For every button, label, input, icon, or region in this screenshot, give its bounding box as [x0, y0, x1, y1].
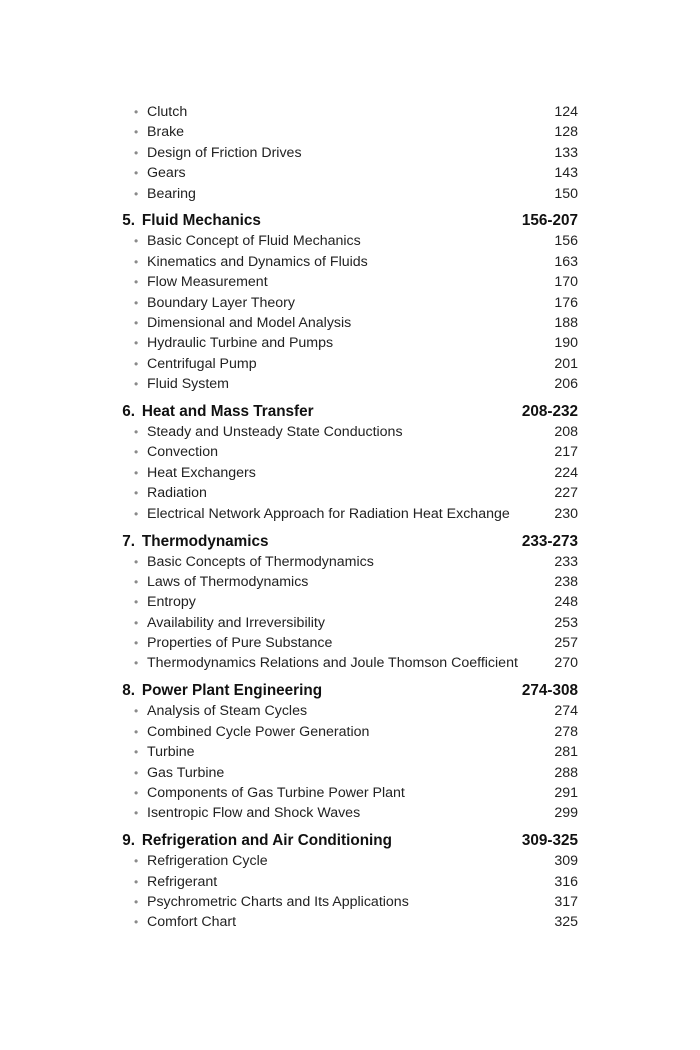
- entry-title: Refrigerant: [147, 873, 218, 890]
- toc-entry[interactable]: [112, 722, 578, 742]
- bullet-icon: •: [134, 595, 139, 610]
- toc-entry[interactable]: [112, 504, 578, 524]
- bullet-icon: •: [134, 636, 139, 651]
- entry-title: Comfort Chart: [147, 914, 237, 931]
- entry-title: Heat Exchangers: [147, 464, 256, 481]
- entry-title: Clutch: [147, 104, 188, 120]
- toc-entry[interactable]: [112, 892, 578, 912]
- toc-entry[interactable]: [112, 354, 578, 374]
- chapter-title: Thermodynamics: [141, 532, 269, 550]
- toc-entry[interactable]: [112, 701, 578, 721]
- bullet-icon: •: [134, 316, 139, 331]
- bullet-icon: •: [134, 915, 139, 930]
- entry-title: Centrifugal Pump: [147, 355, 257, 372]
- table-of-contents: [112, 102, 578, 933]
- entry-page-number: 299: [554, 805, 578, 822]
- entry-page-number: 317: [554, 894, 578, 910]
- entry-title: Brake: [147, 124, 185, 141]
- entry-title: Dimensional and Model Analysis: [147, 315, 352, 332]
- entry-page-number: 278: [554, 723, 578, 740]
- entry-title: Refrigeration Cycle: [147, 853, 268, 870]
- entry-page-number: 124: [554, 104, 578, 120]
- bullet-icon: •: [134, 785, 139, 800]
- entry-page-number: 156: [554, 233, 578, 250]
- bullet-icon: •: [134, 704, 139, 719]
- toc-entry[interactable]: [112, 763, 578, 783]
- toc-entry[interactable]: [112, 552, 578, 572]
- entry-page-number: 143: [554, 165, 578, 182]
- bullet-icon: •: [134, 254, 139, 269]
- toc-entry[interactable]: [112, 272, 578, 292]
- toc-entry[interactable]: [112, 592, 578, 612]
- entry-page-number: 227: [554, 485, 578, 502]
- chapter-heading[interactable]: [112, 210, 578, 231]
- bullet-icon: •: [134, 574, 139, 589]
- toc-entry[interactable]: [112, 184, 578, 204]
- chapter-number: 9.: [122, 832, 135, 850]
- bullet-icon: •: [134, 336, 139, 351]
- bullet-icon: •: [134, 806, 139, 821]
- entry-title: Flow Measurement: [147, 274, 268, 291]
- entry-page-number: 150: [554, 185, 578, 202]
- toc-entry[interactable]: [112, 313, 578, 333]
- chapter-heading[interactable]: [112, 680, 578, 701]
- entry-title: Entropy: [147, 594, 196, 611]
- entry-page-number: 170: [554, 274, 578, 291]
- chapter-heading[interactable]: [112, 531, 578, 552]
- chapter-page-range: 208-232: [521, 403, 578, 421]
- entry-title: Combined Cycle Power Generation: [147, 723, 370, 740]
- entry-page-number: 316: [554, 873, 578, 890]
- chapter-page-range: 274-308: [521, 682, 578, 700]
- entry-title: Hydraulic Turbine and Pumps: [147, 335, 334, 352]
- entry-page-number: 325: [554, 914, 578, 931]
- bullet-icon: •: [134, 166, 139, 181]
- entry-title: Thermodynamics Relations and Joule Thomson Coefficient: [147, 655, 518, 672]
- toc-entry[interactable]: [112, 572, 578, 592]
- entry-page-number: 253: [554, 614, 578, 631]
- entry-page-number: 128: [554, 124, 578, 141]
- bullet-icon: •: [134, 656, 139, 671]
- chapter-title: Power Plant Engineering: [141, 682, 323, 700]
- entry-title: Convection: [147, 444, 218, 461]
- chapter-number: 7.: [122, 532, 135, 550]
- chapter-page-range: 156-207: [521, 212, 578, 230]
- toc-entry[interactable]: [112, 872, 578, 892]
- toc-entry[interactable]: [112, 442, 578, 462]
- bullet-icon: •: [134, 125, 139, 140]
- chapter-section: [112, 210, 578, 394]
- bullet-icon: •: [134, 145, 139, 160]
- entry-title: Gears: [147, 165, 186, 182]
- entry-page-number: 233: [554, 553, 578, 570]
- chapter-page-range: 309-325: [521, 832, 578, 850]
- bullet-icon: •: [134, 377, 139, 392]
- entry-page-number: 224: [554, 464, 578, 481]
- entry-page-number: 257: [554, 635, 578, 652]
- entry-page-number: 248: [554, 594, 578, 611]
- chapter-section: [112, 531, 578, 674]
- bullet-icon: •: [134, 554, 139, 569]
- toc-entry[interactable]: [112, 231, 578, 251]
- bullet-icon: •: [134, 765, 139, 780]
- entry-title: Availability and Irreversibility: [147, 614, 325, 631]
- chapter-section: [112, 401, 578, 524]
- toc-entry[interactable]: [112, 613, 578, 633]
- entry-page-number: 208: [554, 424, 578, 441]
- chapter-list: [112, 210, 578, 932]
- chapter-heading[interactable]: [112, 830, 578, 851]
- toc-entry[interactable]: [112, 374, 578, 394]
- entry-title: Turbine: [147, 744, 195, 761]
- toc-entry[interactable]: [112, 293, 578, 313]
- entry-page-number: 188: [554, 315, 578, 332]
- chapter-section: [112, 680, 578, 823]
- bullet-icon: •: [134, 445, 139, 460]
- toc-entry[interactable]: [112, 803, 578, 823]
- toc-entry[interactable]: [112, 653, 578, 673]
- toc-entry[interactable]: [112, 252, 578, 272]
- bullet-icon: •: [134, 895, 139, 909]
- toc-entry[interactable]: [112, 483, 578, 503]
- entry-title: Isentropic Flow and Shock Waves: [147, 805, 361, 822]
- entry-title: Fluid System: [147, 376, 229, 393]
- bullet-icon: •: [134, 105, 139, 119]
- bullet-icon: •: [134, 356, 139, 371]
- chapter-number: 6.: [122, 403, 135, 421]
- toc-entry[interactable]: [112, 851, 578, 871]
- bullet-icon: •: [134, 465, 139, 480]
- entry-page-number: 190: [554, 335, 578, 352]
- chapter-heading[interactable]: [112, 401, 578, 422]
- bullet-icon: •: [134, 745, 139, 760]
- bullet-icon: •: [134, 874, 139, 889]
- bullet-icon: •: [134, 295, 139, 310]
- entry-page-number: 281: [554, 744, 578, 761]
- entry-page-number: 176: [554, 294, 578, 311]
- chapter-title: Heat and Mass Transfer: [141, 403, 314, 421]
- entry-title: Radiation: [147, 485, 207, 502]
- bullet-icon: •: [134, 425, 139, 440]
- entry-title: Basic Concept of Fluid Mechanics: [147, 233, 361, 250]
- entry-page-number: 238: [554, 573, 578, 590]
- bullet-icon: •: [134, 486, 139, 501]
- entry-page-number: 309: [554, 853, 578, 870]
- entry-page-number: 288: [554, 764, 578, 781]
- entry-page-number: 291: [554, 784, 578, 801]
- entry-title: Analysis of Steam Cycles: [147, 703, 308, 720]
- toc-entry[interactable]: [112, 102, 578, 122]
- bullet-icon: •: [134, 506, 139, 521]
- entry-title: Basic Concepts of Thermodynamics: [147, 553, 374, 570]
- chapter-number: 5.: [122, 212, 135, 230]
- entry-title: Components of Gas Turbine Power Plant: [147, 784, 405, 801]
- toc-entry[interactable]: [112, 333, 578, 353]
- entry-title: Properties of Pure Substance: [147, 635, 333, 652]
- entry-title: Psychrometric Charts and Its Applications: [147, 894, 409, 910]
- bullet-icon: •: [134, 615, 139, 630]
- toc-entry[interactable]: [112, 143, 578, 163]
- entry-page-number: 217: [554, 444, 578, 461]
- bullet-icon: •: [134, 234, 139, 249]
- toc-entry[interactable]: [112, 783, 578, 803]
- bullet-icon: •: [134, 724, 139, 739]
- entry-title: Kinematics and Dynamics of Fluids: [147, 253, 368, 270]
- entry-title: Design of Friction Drives: [147, 144, 302, 161]
- chapter-section: [112, 830, 578, 933]
- entry-page-number: 230: [554, 505, 578, 522]
- bullet-icon: •: [134, 186, 139, 201]
- entry-title: Boundary Layer Theory: [147, 294, 296, 311]
- bullet-icon: •: [134, 854, 139, 869]
- toc-entry[interactable]: [112, 163, 578, 183]
- toc-entry[interactable]: [112, 912, 578, 932]
- toc-entry[interactable]: [112, 742, 578, 762]
- chapter-title: Refrigeration and Air Conditioning: [141, 832, 392, 850]
- entry-page-number: 274: [554, 703, 578, 720]
- chapter-page-range: 233-273: [521, 532, 578, 550]
- chapter-number: 8.: [122, 682, 135, 700]
- chapter-title: Fluid Mechanics: [141, 212, 261, 230]
- toc-entry[interactable]: [112, 422, 578, 442]
- toc-entry[interactable]: [112, 463, 578, 483]
- entry-page-number: 270: [554, 655, 578, 672]
- entry-page-number: 163: [554, 253, 578, 270]
- entry-title: Laws of Thermodynamics: [147, 573, 309, 590]
- entry-title: Electrical Network Approach for Radiation Heat Exchange: [147, 505, 510, 522]
- toc-entry[interactable]: [112, 633, 578, 653]
- entry-title: Steady and Unsteady State Conductions: [147, 424, 403, 441]
- entry-title: Bearing: [147, 185, 196, 202]
- toc-entry[interactable]: [112, 122, 578, 142]
- entry-page-number: 201: [554, 355, 578, 372]
- entry-title: Gas Turbine: [147, 764, 225, 781]
- entry-page-number: 133: [554, 144, 578, 161]
- entry-page-number: 206: [554, 376, 578, 393]
- bullet-icon: •: [134, 275, 139, 290]
- continued-entries: [112, 102, 578, 204]
